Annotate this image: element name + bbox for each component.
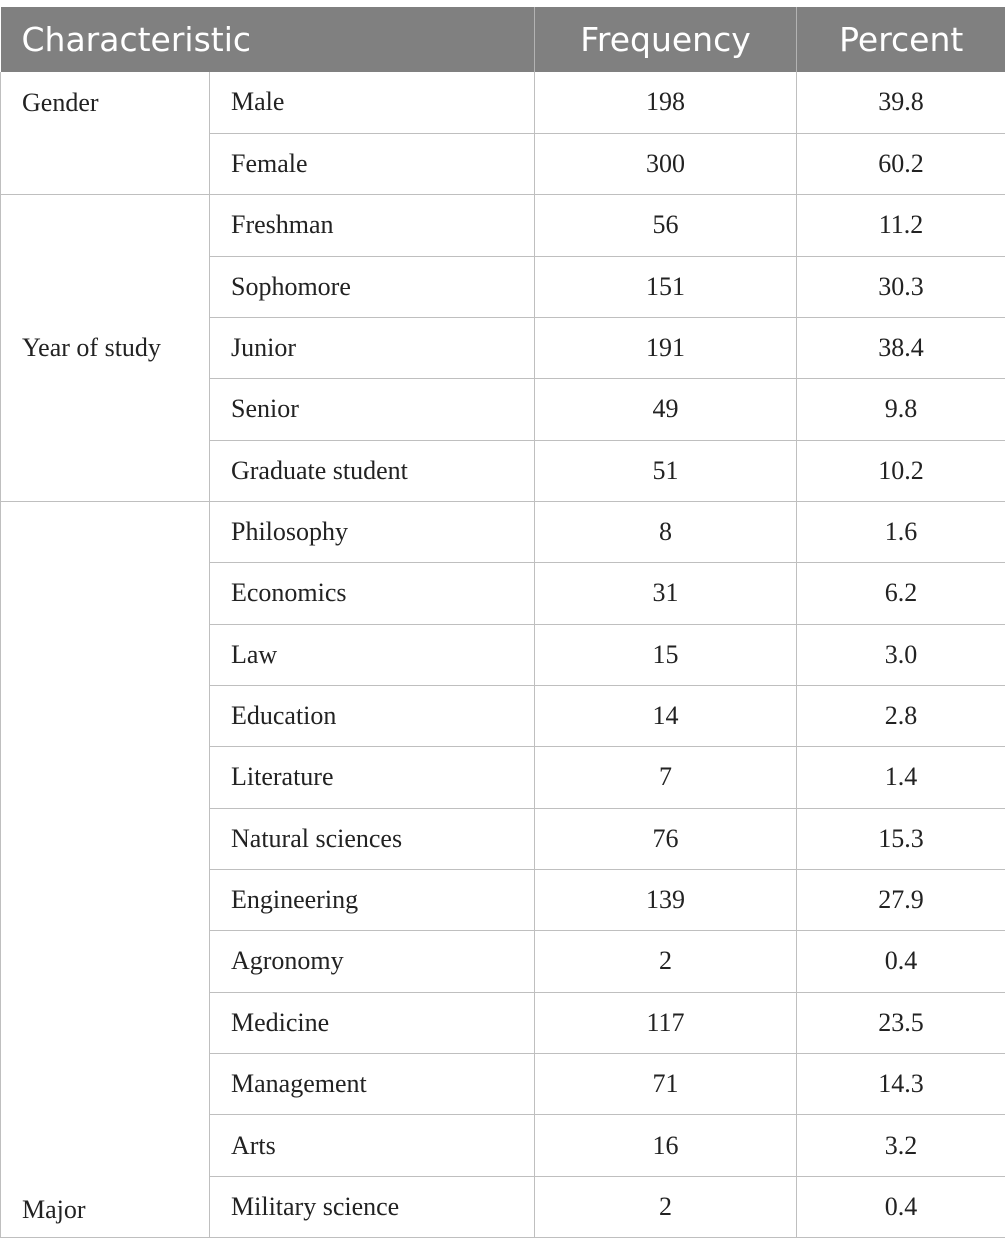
row-percent: 10.2 bbox=[797, 440, 1005, 501]
table-row bbox=[1, 501, 1005, 562]
row-percent: 14.3 bbox=[797, 1054, 1005, 1115]
row-name: Agronomy bbox=[210, 931, 535, 992]
row-frequency: 300 bbox=[535, 133, 797, 194]
row-percent: 3.2 bbox=[797, 1115, 1005, 1176]
row-name: Female bbox=[210, 133, 535, 194]
row-percent: 23.5 bbox=[797, 992, 1005, 1053]
row-percent: 60.2 bbox=[797, 133, 1005, 194]
row-frequency: 7 bbox=[535, 747, 797, 808]
row-name: Senior bbox=[210, 379, 535, 440]
row-percent: 39.8 bbox=[797, 72, 1005, 133]
row-frequency: 14 bbox=[535, 685, 797, 746]
row-name: Junior bbox=[210, 317, 535, 378]
row-frequency: 8 bbox=[535, 501, 797, 562]
row-name: Education bbox=[210, 685, 535, 746]
row-frequency: 15 bbox=[535, 624, 797, 685]
row-percent: 2.8 bbox=[797, 685, 1005, 746]
row-percent: 30.3 bbox=[797, 256, 1005, 317]
row-percent: 3.0 bbox=[797, 624, 1005, 685]
row-frequency: 76 bbox=[535, 808, 797, 869]
group-label-gender: Gender bbox=[1, 72, 210, 195]
row-name: Engineering bbox=[210, 869, 535, 930]
row-frequency: 51 bbox=[535, 440, 797, 501]
table-row bbox=[1, 195, 1005, 256]
row-frequency: 198 bbox=[535, 72, 797, 133]
row-percent: 0.4 bbox=[797, 1176, 1005, 1237]
characteristics-table bbox=[0, 7, 1005, 1238]
row-name: Military science bbox=[210, 1176, 535, 1237]
row-frequency: 2 bbox=[535, 931, 797, 992]
row-percent: 1.4 bbox=[797, 747, 1005, 808]
row-name: Literature bbox=[210, 747, 535, 808]
row-name: Management bbox=[210, 1054, 535, 1115]
row-frequency: 117 bbox=[535, 992, 797, 1053]
group-label-major: Major bbox=[1, 501, 210, 1237]
row-percent: 6.2 bbox=[797, 563, 1005, 624]
row-name: Male bbox=[210, 72, 535, 133]
row-percent: 11.2 bbox=[797, 195, 1005, 256]
header-row bbox=[1, 7, 1005, 72]
row-name: Law bbox=[210, 624, 535, 685]
row-frequency: 56 bbox=[535, 195, 797, 256]
row-percent: 27.9 bbox=[797, 869, 1005, 930]
row-percent: 1.6 bbox=[797, 501, 1005, 562]
group-label-year-of-study: Year of study bbox=[1, 195, 210, 502]
row-frequency: 139 bbox=[535, 869, 797, 930]
row-name: Freshman bbox=[210, 195, 535, 256]
row-percent: 38.4 bbox=[797, 317, 1005, 378]
row-name: Arts bbox=[210, 1115, 535, 1176]
header-characteristic: Characteristic bbox=[1, 7, 535, 72]
row-name: Graduate student bbox=[210, 440, 535, 501]
row-name: Economics bbox=[210, 563, 535, 624]
row-percent: 9.8 bbox=[797, 379, 1005, 440]
row-frequency: 71 bbox=[535, 1054, 797, 1115]
row-frequency: 2 bbox=[535, 1176, 797, 1237]
row-frequency: 191 bbox=[535, 317, 797, 378]
header-percent: Percent bbox=[797, 7, 1005, 72]
row-frequency: 151 bbox=[535, 256, 797, 317]
header-frequency: Frequency bbox=[535, 7, 797, 72]
row-percent: 15.3 bbox=[797, 808, 1005, 869]
row-percent: 0.4 bbox=[797, 931, 1005, 992]
row-name: Natural sciences bbox=[210, 808, 535, 869]
row-frequency: 49 bbox=[535, 379, 797, 440]
row-name: Medicine bbox=[210, 992, 535, 1053]
row-frequency: 16 bbox=[535, 1115, 797, 1176]
row-name: Philosophy bbox=[210, 501, 535, 562]
row-frequency: 31 bbox=[535, 563, 797, 624]
row-name: Sophomore bbox=[210, 256, 535, 317]
table-row bbox=[1, 72, 1005, 133]
